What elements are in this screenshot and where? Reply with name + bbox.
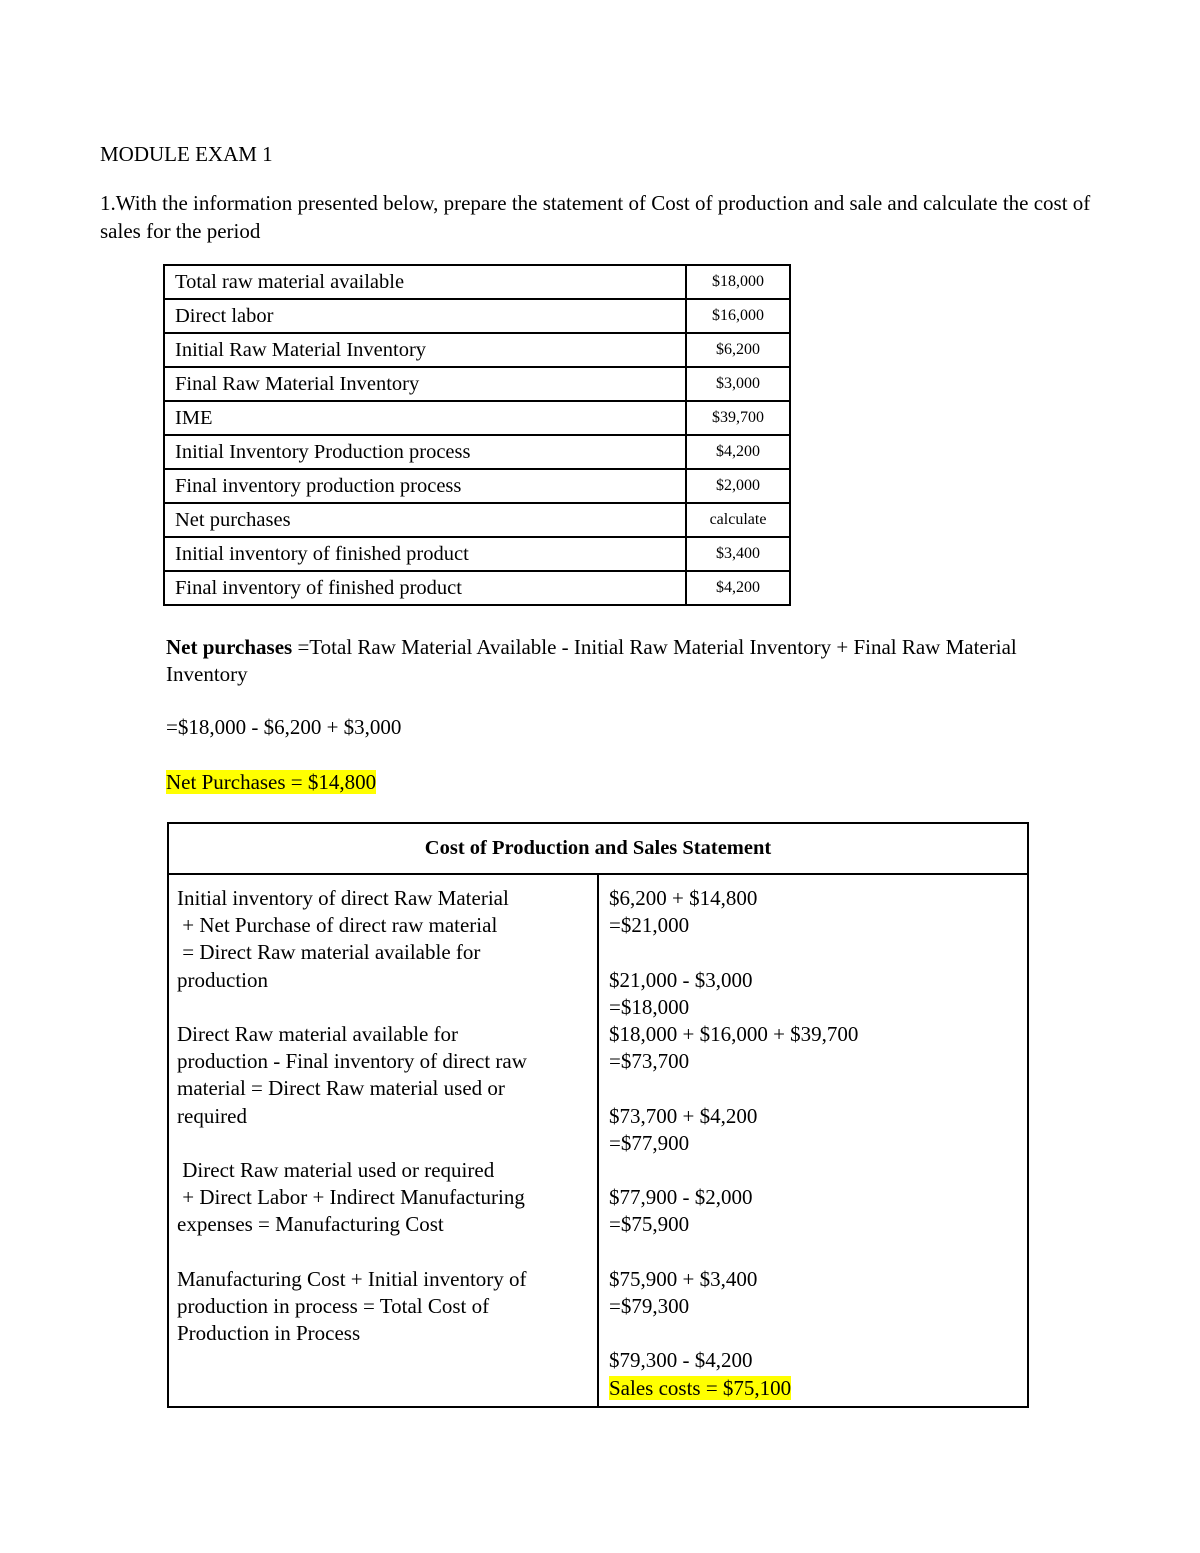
left-line: production - Final inventory of direct raw	[177, 1049, 527, 1074]
data-table-row	[164, 299, 790, 333]
left-line: production	[177, 967, 268, 992]
net-purchases-label: Net purchases	[166, 635, 293, 659]
right-line: =$75,900	[609, 1212, 690, 1237]
cost-statement-table	[167, 822, 1029, 1408]
exam-title: MODULE EXAM 1	[100, 142, 273, 166]
data-table-value: $16,000	[686, 299, 790, 333]
data-table-label: Final inventory production process	[164, 469, 686, 503]
left-line: required	[177, 1103, 247, 1128]
data-table-value: $2,000	[686, 469, 790, 503]
data-table-row	[164, 401, 790, 435]
left-line: production in process = Total Cost of	[177, 1294, 490, 1318]
data-table-value: $39,700	[686, 401, 790, 435]
data-table-value: $3,000	[686, 367, 790, 401]
left-line: Production in Process	[177, 1321, 361, 1346]
net-purchases-formula	[166, 634, 1026, 688]
data-table-row	[164, 469, 790, 503]
net-purchases-calculation: =$18,000 - $6,200 + $3,000	[166, 715, 402, 739]
data-table-row	[164, 367, 790, 401]
data-table-value: $6,200	[686, 333, 790, 367]
data-table-row	[164, 435, 790, 469]
left-line: + Net Purchase of direct raw material	[177, 913, 498, 938]
right-line: $21,000 - $3,000	[609, 967, 753, 992]
data-table-row	[164, 333, 790, 367]
left-line: = Direct Raw material available for	[177, 940, 481, 965]
data-table-value: calculate	[686, 503, 790, 537]
statement-title: Cost of Production and Sales Statement	[168, 823, 1028, 874]
right-line: =$21,000	[609, 913, 690, 938]
right-line: $73,700 + $4,200	[609, 1103, 758, 1128]
net-purchases-formula-text: =Total Raw Material Available - Initial Raw Material Inventory + Final Raw Material Inventory	[166, 635, 1017, 686]
data-table-row	[164, 537, 790, 571]
data-table-value: $3,400	[686, 537, 790, 571]
data-table-label: Direct labor	[164, 299, 686, 333]
data-table-label: Initial inventory of finished product	[164, 537, 686, 571]
data-table-value: $18,000	[686, 265, 790, 299]
data-table-label: Total raw material available	[164, 265, 686, 299]
data-table-label: Net purchases	[164, 503, 686, 537]
left-line: + Direct Labor + Indirect Manufacturing	[177, 1185, 525, 1210]
right-line: $6,200 + $14,800	[609, 886, 758, 910]
right-line: =$79,300	[609, 1293, 690, 1318]
left-block-1	[177, 885, 589, 994]
net-purchases-result	[166, 769, 376, 796]
right-line: =$18,000	[609, 994, 690, 1019]
left-block-2	[177, 1021, 589, 1130]
data-table-value: $4,200	[686, 571, 790, 605]
data-table-label: Final Raw Material Inventory	[164, 367, 686, 401]
right-line: $18,000 + $16,000 + $39,700	[609, 1022, 859, 1046]
left-line: expenses = Manufacturing Cost	[177, 1212, 444, 1237]
data-table-label: IME	[164, 401, 686, 435]
right-line: =$77,900	[609, 1130, 690, 1155]
left-line: Direct Raw material available for	[177, 1022, 459, 1046]
left-line: Manufacturing Cost + Initial inventory of	[177, 1266, 527, 1291]
left-line: material = Direct Raw material used or	[177, 1076, 505, 1101]
left-block-4	[177, 1266, 589, 1348]
sales-costs-result: Sales costs = $75,100	[609, 1375, 792, 1400]
right-line: $79,300 - $4,200	[609, 1348, 753, 1373]
data-table-value: $4,200	[686, 435, 790, 469]
data-table-label: Initial Raw Material Inventory	[164, 333, 686, 367]
right-line: =$73,700	[609, 1049, 690, 1074]
data-table-label: Initial Inventory Production process	[164, 435, 686, 469]
net-purchases-result-text: Net Purchases = $14,800	[166, 770, 377, 794]
data-table	[163, 264, 791, 606]
statement-left-column	[168, 874, 598, 1407]
right-line: $77,900 - $2,000	[609, 1185, 753, 1210]
left-line: Initial inventory of direct Raw Material	[177, 886, 509, 910]
right-line: $75,900 + $3,400	[609, 1266, 758, 1291]
data-table-label: Final inventory of finished product	[164, 571, 686, 605]
left-block-3	[177, 1157, 589, 1239]
data-table-row	[164, 265, 790, 299]
data-table-row	[164, 571, 790, 605]
data-table-row	[164, 503, 790, 537]
statement-right-column	[598, 874, 1028, 1407]
question-text: 1.With the information presented below, prepare the statement of Cost of production and sale and calculate the cost of sales for the period	[100, 191, 1091, 243]
left-line: Direct Raw material used or required	[177, 1158, 495, 1182]
